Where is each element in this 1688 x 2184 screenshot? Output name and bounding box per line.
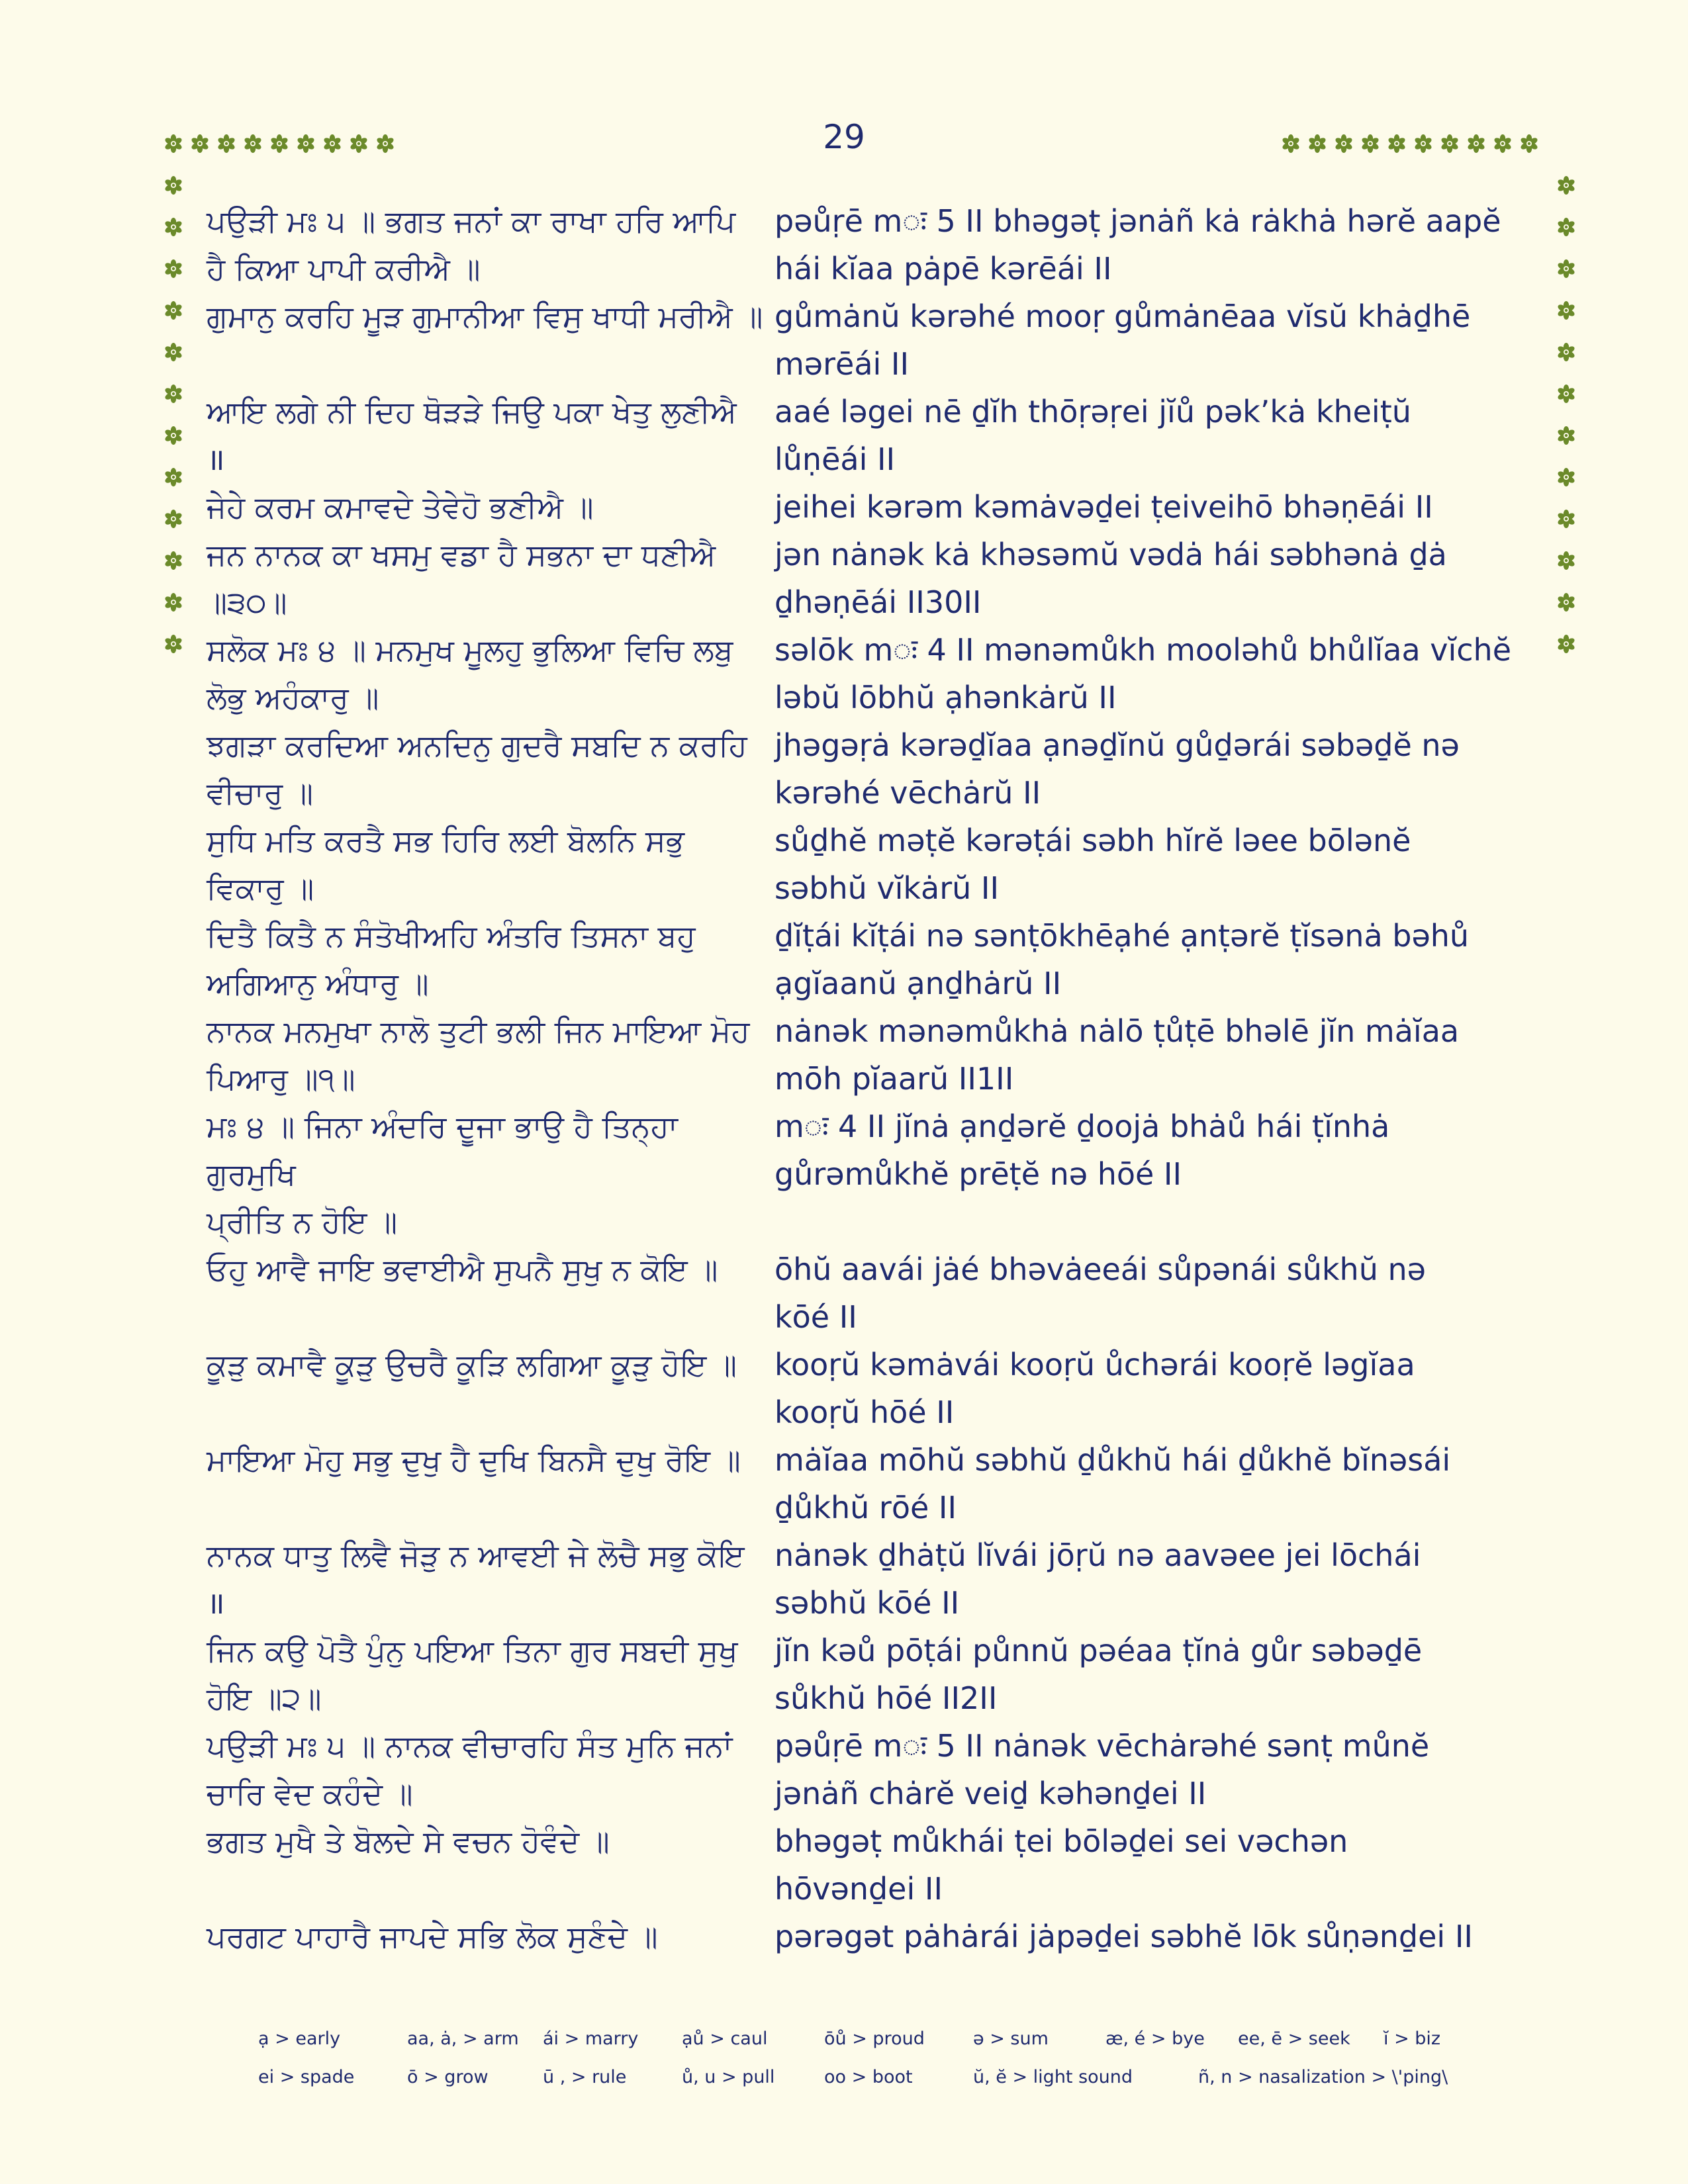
green-flower-icon: [1519, 134, 1539, 154]
gurmukhi-text: ਪਰਗਟ ਪਾਹਾਰੈ ਜਾਪਦੇ ਸਭਿ ਲੋਕ ਸੁਣੰਦੇ ॥: [207, 1919, 658, 1954]
verse-row: [207, 1531, 1530, 1627]
gurmukhi-text: ਜੇਹੇ ਕਰਮ ਕਮਾਵਦੇ ਤੇਵੇਹੋ ਭਣੀਐ ॥: [207, 489, 594, 525]
transliteration-text: pəůṛē mः 5 II bhəgəṭ jənȧñ kȧ rȧkhȧ hərĕ aapĕ hái kĭaa pȧpē kərēái II: [774, 203, 1501, 287]
transliteration-text: jĭn kəů pōṭái půnnŭ pəéaa ṭĭnȧ gůr səbəḏē sůkhŭ hōé II2II: [774, 1633, 1423, 1716]
legend-entry: ōů > proud: [824, 2028, 925, 2049]
green-flower-icon: [1556, 551, 1576, 570]
green-flower-icon: [164, 259, 183, 279]
transliteration-text: səlōk mः 4 II mənəmůkh mooləhů bhůlĭaa vĭchĕ ləbŭ lōbhŭ ạhənkȧrŭ II: [774, 632, 1512, 715]
verse-row: [207, 721, 1530, 817]
gurmukhi-text: ਕੂੜੁ ਕਮਾਵੈ ਕੂੜੁ ਉਚਰੈ ਕੂੜਿ ਲਗਿਆ ਕੂੜੁ ਹੋਇ ॥: [207, 1347, 737, 1383]
green-flower-icon: [164, 300, 183, 320]
legend-entry: ei > spade: [258, 2067, 355, 2087]
gurmukhi-text: ਆਇ ਲਗੇ ਨੀ ਦਿਹ ਥੋੜੜੇ ਜਿਉ ਪਕਾ ਖੇਤੁ ਲੁਣੀਐ ॥: [207, 394, 737, 477]
green-flower-icon: [1556, 259, 1576, 279]
legend-entry: ạ > early: [258, 2028, 341, 2049]
gurmukhi-text: ਗੁਮਾਨੁ ਕਰਹਿ ਮੂੜ ਗੁਮਾਨੀਆ ਵਿਸੁ ਖਾਧੀ ਮਰੀਐ ॥: [207, 298, 763, 334]
green-flower-icon: [1556, 634, 1576, 654]
transliteration-text: aaé ləgei nē ḏĭh thōṛəṛei jĭů pək’kȧ kheiṭŭ lůṇēái II: [774, 394, 1411, 477]
gurmukhi-text: ਸਲੋਕ ਮਃ ੪ ॥ ਮਨਮੁਖ ਮੂਲਹੁ ਭੁਲਿਆ ਵਿਚਿ ਲਬੁ ਲੋਭੁ ਅਹੰਕਾਰੁ ॥: [207, 632, 733, 715]
legend-row: [258, 2028, 1516, 2067]
verse-row: [207, 626, 1530, 721]
transliteration-text: pərəgət pȧhȧrái jȧpəḏei səbhĕ lōk sůṇənḏei II: [774, 1919, 1473, 1954]
green-flower-icon: [1466, 134, 1486, 154]
green-flower-icon: [1556, 592, 1576, 612]
green-flower-icon: [1556, 467, 1576, 487]
green-flower-icon: [269, 134, 289, 154]
verse-row: [207, 483, 1530, 531]
verse-row: [207, 293, 1530, 388]
transliteration-text: ḏĭṭái kĭṭái nə sənṭōkhēạhé ạnṭərĕ ṭĭsənȧ bəhů ạgĭaanŭ ạnḏhȧrŭ II: [774, 918, 1470, 1001]
green-flower-icon: [1387, 134, 1407, 154]
transliteration-text: kooṛŭ kəmȧvái kooṛŭ ůchərái kooṛĕ ləgĭaa kooṛŭ hōé II: [774, 1347, 1415, 1430]
verse-row: [207, 1246, 1530, 1341]
green-flower-icon: [164, 134, 183, 154]
verse-row: [207, 1103, 1530, 1246]
gurmukhi-text: ਪਉੜੀ ਮਃ ੫ ॥ ਭਗਤ ਜਨਾਂ ਕਾ ਰਾਖਾ ਹਰਿ ਆਪਿ ਹੈ ਕਿਆ ਪਾਪੀ ਕਰੀਐ ॥: [207, 203, 736, 287]
gurmukhi-text: ਮਃ ੪ ॥ ਜਿਨਾ ਅੰਦਰਿ ਦੂਜਾ ਭਾਉ ਹੈ ਤਿਨ੍ਹਾ ਗੁਰਮੁਖਿ ਪ੍ਰੀਤਿ ਨ ਹੋਇ ॥: [207, 1109, 678, 1240]
legend-entry: oo > boot: [824, 2067, 913, 2087]
green-flower-icon: [1556, 175, 1576, 195]
green-flower-icon: [164, 592, 183, 612]
gurmukhi-text: ਦਿਤੈ ਕਿਤੈ ਨ ਸੰਤੋਖੀਅਹਿ ਅੰਤਰਿ ਤਿਸਨਾ ਬਹੁ ਅਗਿਆਨੁ ਅੰਧਾਰੁ ॥: [207, 918, 696, 1001]
verse-row: [207, 1913, 1530, 1960]
green-flower-icon: [164, 509, 183, 529]
transliteration-text: mȧĭaa mōhŭ səbhŭ ḏůkhŭ hái ḏůkhĕ bĭnəsái ḏůkhŭ rōé II: [774, 1442, 1451, 1525]
green-flower-icon: [375, 134, 395, 154]
gurmukhi-text: ਸੁਧਿ ਮਤਿ ਕਰਤੈ ਸਭ ਹਿਰਿ ਲਈ ਬੋਲਨਿ ਸਭੁ ਵਿਕਾਰੁ ॥: [207, 823, 684, 906]
green-flower-icon: [1556, 426, 1576, 445]
green-flower-icon: [1556, 384, 1576, 404]
green-flower-icon: [1556, 342, 1576, 362]
gurmukhi-text: ਨਾਨਕ ਧਾਤੁ ਲਿਵੈ ਜੋੜੁ ਨ ਆਵਈ ਜੇ ਲੋਚੈ ਸਭੁ ਕੋਇ ॥: [207, 1537, 745, 1621]
verse-row: [207, 1341, 1530, 1436]
transliteration-text: jən nȧnək kȧ khəsəmŭ vədȧ hái səbhənȧ ḏȧ ḏhəṇēái II30II: [774, 537, 1447, 620]
verse-row: [207, 1817, 1530, 1913]
page-number: 29: [823, 118, 865, 156]
verse-row: [207, 1436, 1530, 1531]
green-flower-icon: [164, 175, 183, 195]
transliteration-text: mः 4 II jĭnȧ ạnḏərĕ ḏoojȧ bhȧů hái ṭĭnhȧ gůrəmůkhĕ prēṭĕ nə hōé II: [774, 1109, 1390, 1192]
gurmukhi-text: ਭਗਤ ਮੁਖੈ ਤੇ ਬੋਲਦੇ ਸੇ ਵਚਨ ਹੋਵੰਦੇ ॥: [207, 1823, 610, 1859]
gurmukhi-text: ਓਹੁ ਆਵੈ ਜਾਇ ਭਵਾਈਐ ਸੁਪਨੈ ਸੁਖੁ ਨ ਕੋਇ ॥: [207, 1251, 718, 1287]
green-flower-icon: [164, 384, 183, 404]
legend-entry: ů, u > pull: [682, 2067, 775, 2087]
verse-list: [207, 197, 1530, 1960]
legend-entry: ạů > caul: [682, 2028, 768, 2049]
gurmukhi-text: ਨਾਨਕ ਮਨਮੁਖਾ ਨਾਲੋ ਤੁਟੀ ਭਲੀ ਜਿਨ ਮਾਇਆ ਮੋਹ ਪਿਆਰੁ ॥੧॥: [207, 1013, 750, 1097]
transliteration-text: ōhŭ aavái jȧé bhəvȧeeái sůpənái sůkhŭ nə kōé II: [774, 1251, 1426, 1335]
gurmukhi-text: ਪਉੜੀ ਮਃ ੫ ॥ ਨਾਨਕ ਵੀਚਾਰਹਿ ਸੰਤ ਮੁਨਿ ਜਨਾਂ ਚਾਰਿ ਵੇਦ ਕਹੰਦੇ ॥: [207, 1728, 733, 1811]
green-flower-icon: [1440, 134, 1460, 154]
green-flower-icon: [164, 467, 183, 487]
verse-row: [207, 1627, 1530, 1722]
green-flower-icon: [1307, 134, 1327, 154]
green-flower-icon: [216, 134, 236, 154]
verse-row: [207, 197, 1530, 293]
transliteration-text: jhəgəṛȧ kərəḏĭaa ạnəḏĭnŭ gůḏərái səbəḏĕ nə kərəhé vēchȧrŭ II: [774, 727, 1460, 811]
verse-row: [207, 1007, 1530, 1103]
transliteration-text: pəůṛē mः 5 II nȧnək vēchȧrəhé sənṭ můnĕ jənȧñ chȧrĕ veiḏ kəhənḏei II: [774, 1728, 1430, 1811]
legend-row: [258, 2067, 1516, 2105]
transliteration-text: nȧnək ḏhȧṭŭ lĭvái jōṛŭ nə aavəee jei lōchái səbhŭ kōé II: [774, 1537, 1421, 1621]
gurmukhi-text: ਮਾਇਆ ਮੋਹੁ ਸਭੁ ਦੁਖੁ ਹੈ ਦੁਖਿ ਬਿਨਸੈ ਦੁਖੁ ਰੋਇ ॥: [207, 1442, 741, 1478]
green-flower-icon: [296, 134, 316, 154]
transliteration-text: gůmȧnŭ kərəhé mooṛ gůmȧnēaa vĭsŭ khȧḏhē mərēái II: [774, 298, 1471, 382]
legend-entry: ñ, n > nasalization > \'ping\: [1198, 2067, 1448, 2087]
green-flower-icon: [322, 134, 342, 154]
gurmukhi-text: ਜਨ ਨਾਨਕ ਕਾ ਖਸਮੁ ਵਡਾ ਹੈ ਸਭਨਾ ਦਾ ਧਣੀਐ ॥੩੦॥: [207, 537, 716, 620]
transliteration-text: nȧnək mənəmůkhȧ nȧlō ṭůṭē bhəlē jĭn mȧĭaa mōh pĭaarŭ II1II: [774, 1013, 1460, 1097]
green-flower-icon: [164, 426, 183, 445]
verse-row: [207, 817, 1530, 912]
green-flower-icon: [243, 134, 263, 154]
green-flower-icon: [1413, 134, 1433, 154]
green-flower-icon: [1556, 300, 1576, 320]
green-flower-icon: [1334, 134, 1354, 154]
legend-entry: æ, é > bye: [1105, 2028, 1205, 2049]
green-flower-icon: [1493, 134, 1513, 154]
legend-entry: ái > marry: [543, 2028, 639, 2049]
legend-entry: ō > grow: [407, 2067, 489, 2087]
gurmukhi-text: ਜਿਨ ਕਉ ਪੋਤੈ ਪੁੰਨੁ ਪਇਆ ਤਿਨਾ ਗੁਰ ਸਬਦੀ ਸੁਖੁ ਹੋਇ ॥੨॥: [207, 1633, 738, 1716]
green-flower-icon: [164, 342, 183, 362]
green-flower-icon: [349, 134, 369, 154]
legend-entry: ŭ, ĕ > light sound: [973, 2067, 1133, 2087]
legend-entry: ū , > rule: [543, 2067, 627, 2087]
verse-row: [207, 388, 1530, 483]
legend-entry: ĭ > biz: [1383, 2028, 1441, 2049]
green-flower-icon: [1556, 509, 1576, 529]
pronunciation-legend: [258, 2028, 1516, 2105]
verse-row: [207, 1722, 1530, 1817]
green-flower-icon: [1281, 134, 1301, 154]
legend-entry: ə > sum: [973, 2028, 1049, 2049]
green-flower-icon: [164, 634, 183, 654]
legend-entry: ee, ē > seek: [1238, 2028, 1350, 2049]
green-flower-icon: [1556, 217, 1576, 237]
verse-row: [207, 531, 1530, 626]
gurmukhi-text: ਝਗੜਾ ਕਰਦਿਆ ਅਨਦਿਨੁ ਗੁਦਰੈ ਸਬਦਿ ਨ ਕਰਹਿ ਵੀਚਾਰੁ ॥: [207, 727, 747, 811]
transliteration-text: jeihei kərəm kəmȧvəḏei ṭeiveihō bhəṇēái II: [774, 489, 1433, 525]
transliteration-text: sůḏhĕ məṭĕ kərəṭái səbh hĭrĕ ləee bōlənĕ səbhŭ vĭkȧrŭ II: [774, 823, 1411, 906]
green-flower-icon: [164, 551, 183, 570]
verse-row: [207, 912, 1530, 1007]
green-flower-icon: [1360, 134, 1380, 154]
legend-entry: aa, ȧ, > arm: [407, 2028, 519, 2049]
green-flower-icon: [164, 217, 183, 237]
transliteration-text: bhəgəṭ můkhái ṭei bōləḏei sei vəchən hōvənḏei II: [774, 1823, 1348, 1907]
green-flower-icon: [190, 134, 210, 154]
